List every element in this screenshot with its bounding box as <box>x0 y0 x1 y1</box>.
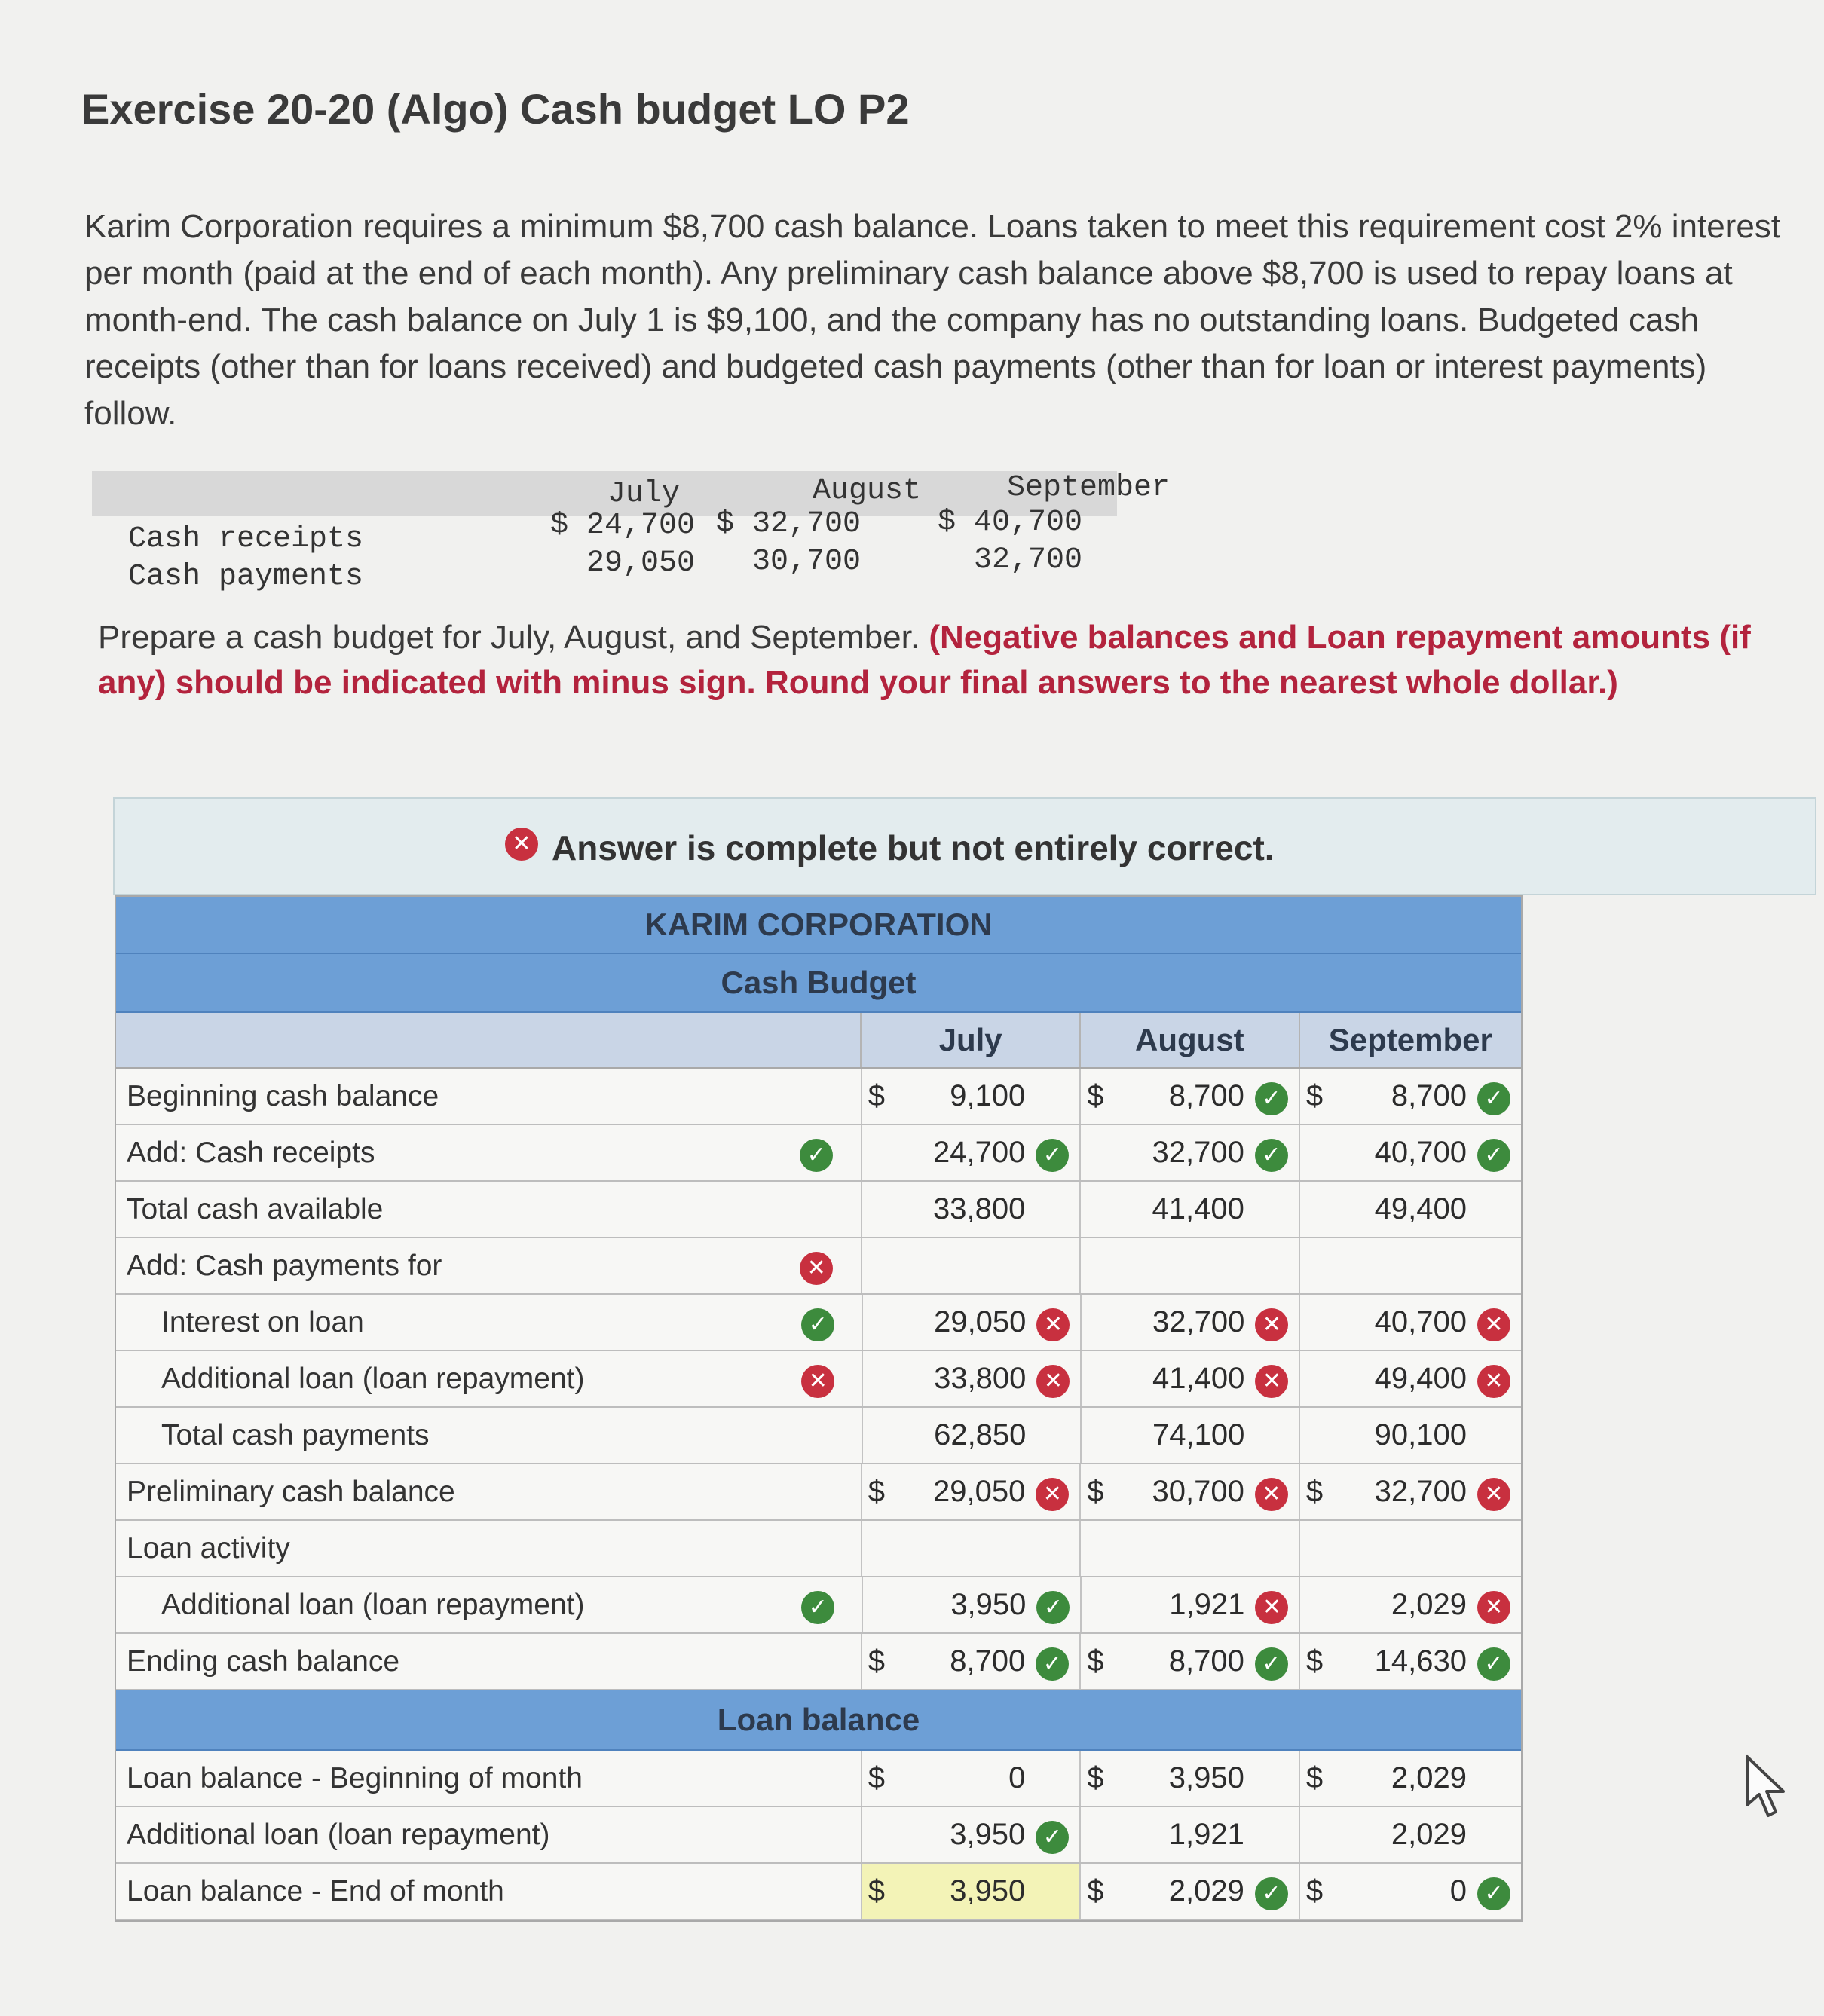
row-label: Loan balance - End of month <box>127 1875 504 1907</box>
amount-input[interactable] <box>862 1408 1080 1463</box>
amount-value: 90,100 <box>1374 1418 1467 1452</box>
amount-value: 49,400 <box>1374 1362 1467 1395</box>
x-circle-icon: ✕ <box>801 1365 834 1398</box>
amount-input[interactable] <box>861 1238 1080 1293</box>
amount-value: 2,029 <box>1391 1588 1467 1621</box>
check-circle-icon: ✓ <box>1036 1647 1069 1681</box>
row-label: Ending cash balance <box>127 1645 400 1678</box>
amount-value: 32,700 <box>1374 1475 1467 1508</box>
intro-text: Karim Corporation requires a minimum $8,700 cash balance. Loans taken to meet this requirement cost 2% interest per month (paid at the end of each month). Any preliminary cash balance above $8,700 is used to repay loans at month-end. The cash balance on July 1 is $9,100, and the company has no outstanding loans. Budgeted cash receipts (other than for loans received) and budgeted cash payments (other than for loan or interest payments) follow. <box>84 208 1781 432</box>
x-circle-icon: ✕ <box>505 828 538 861</box>
currency-symbol: $ <box>1305 1644 1324 1678</box>
check-circle-icon: ✓ <box>1477 1082 1510 1115</box>
row-label: Preliminary cash balance <box>127 1476 455 1508</box>
x-circle-icon: ✕ <box>1477 1365 1510 1398</box>
check-circle-icon: ✓ <box>1036 1139 1069 1172</box>
amount-value: 30,700 <box>1152 1475 1244 1508</box>
x-circle-icon: ✕ <box>1255 1591 1288 1624</box>
check-circle-icon: ✓ <box>801 1591 834 1624</box>
loan-rows <box>116 1751 1521 1920</box>
answer-banner <box>113 797 1816 895</box>
amount-input[interactable] <box>1079 1182 1299 1237</box>
currency-symbol: $ <box>1305 1475 1324 1508</box>
row-label-status <box>754 1751 861 1806</box>
row-label: Loan activity <box>127 1532 290 1565</box>
amount-value: 2,029 <box>1391 1818 1467 1851</box>
x-circle-icon: ✕ <box>1255 1478 1288 1511</box>
row-label-status <box>754 1238 861 1293</box>
amount-input[interactable] <box>861 1521 1080 1576</box>
row-label-status <box>754 1634 861 1689</box>
amount-value: 0 <box>1008 1761 1026 1794</box>
amount-input[interactable] <box>1299 1351 1521 1406</box>
row-label-status <box>756 1408 862 1463</box>
check-circle-icon: ✓ <box>1255 1139 1288 1172</box>
prepare-note: (Negative balances and Loan repayment amounts (if any) should be indicated with minus sign. Round your final answers to the nearest whole dollar.) <box>98 619 1751 701</box>
budget-rows <box>116 1069 1521 1690</box>
currency-symbol: $ <box>1087 1874 1104 1907</box>
given-data-table <box>92 471 1170 594</box>
row-label-status <box>754 1125 861 1180</box>
amount-value: 32,700 <box>1152 1136 1244 1169</box>
x-circle-icon: ✕ <box>1477 1591 1510 1624</box>
row-label: Interest on loan <box>161 1306 364 1338</box>
amount-input[interactable] <box>1080 1295 1299 1350</box>
amount-input[interactable] <box>1299 1577 1521 1632</box>
budget-title: Cash Budget <box>116 954 1521 1013</box>
amount-value: 40,700 <box>1374 1305 1467 1338</box>
amount-input[interactable] <box>1080 1351 1299 1406</box>
amount-input[interactable] <box>861 1807 1080 1862</box>
row-label: Loan balance - Beginning of month <box>127 1762 583 1794</box>
table-row <box>116 1464 1521 1521</box>
amount-value: 49,400 <box>1374 1192 1467 1225</box>
prepare-text: Prepare a cash budget for July, August, and September. <box>98 619 920 656</box>
currency-symbol: $ <box>1087 1475 1104 1508</box>
table-row <box>116 1634 1521 1690</box>
x-circle-icon: ✕ <box>1255 1308 1288 1341</box>
amount-value: 2,029 <box>1391 1761 1467 1794</box>
column-header-blank <box>116 1013 860 1067</box>
row-label-status <box>756 1295 862 1350</box>
table-row <box>116 1751 1521 1807</box>
row-label: Additional loan (loan repayment) <box>161 1363 585 1395</box>
amount-input[interactable] <box>1079 1521 1299 1576</box>
amount-value: 0 <box>1449 1874 1467 1907</box>
x-circle-icon: ✕ <box>800 1252 833 1285</box>
amount-value: 33,800 <box>932 1192 1026 1225</box>
table-row <box>116 1182 1521 1238</box>
amount-input[interactable] <box>1080 1577 1299 1632</box>
row-label-status <box>756 1351 862 1406</box>
table-row <box>116 1807 1521 1864</box>
currency-symbol: $ <box>1305 1874 1324 1907</box>
amount-value: 8,700 <box>950 1644 1026 1678</box>
x-circle-icon: ✕ <box>1255 1365 1288 1398</box>
amount-value: 41,400 <box>1152 1192 1244 1225</box>
check-circle-icon: ✓ <box>1477 1139 1510 1172</box>
amount-input[interactable] <box>1299 1069 1521 1124</box>
check-circle-icon: ✓ <box>1255 1082 1288 1115</box>
amount-value: 8,700 <box>1391 1079 1467 1112</box>
amount-value: 74,100 <box>1152 1418 1245 1452</box>
amount-input[interactable] <box>1299 1182 1521 1237</box>
currency-symbol: $ <box>868 1874 886 1907</box>
currency-symbol: $ <box>868 1475 886 1508</box>
amount-input[interactable] <box>861 1069 1080 1124</box>
amount-value: 1,921 <box>1168 1818 1244 1851</box>
amount-input[interactable] <box>1079 1864 1299 1919</box>
given-value: $ 24,700 <box>549 509 695 543</box>
amount-input[interactable] <box>1299 1807 1521 1862</box>
amount-value: 41,400 <box>1152 1362 1245 1395</box>
amount-input[interactable] <box>861 1751 1080 1806</box>
table-row <box>116 1069 1521 1125</box>
banner-message: Answer is complete but not entirely correct. <box>552 828 1275 867</box>
amount-input[interactable] <box>1299 1464 1521 1519</box>
amount-input[interactable] <box>1299 1864 1521 1919</box>
row-label: Total cash payments <box>161 1419 430 1452</box>
mouse-pointer-icon <box>1741 1752 1794 1820</box>
table-row <box>116 1295 1521 1351</box>
check-circle-icon: ✓ <box>801 1308 834 1341</box>
table-row <box>116 1125 1521 1182</box>
given-value: $ 32,700 <box>715 507 861 541</box>
amount-input[interactable] <box>861 1634 1080 1689</box>
currency-symbol: $ <box>1087 1761 1104 1794</box>
amount-input[interactable] <box>862 1351 1080 1406</box>
amount-input[interactable] <box>1079 1238 1299 1293</box>
amount-input[interactable] <box>1299 1238 1521 1293</box>
amount-value: 3,950 <box>950 1818 1026 1851</box>
amount-input[interactable] <box>1079 1125 1299 1180</box>
amount-input[interactable] <box>1299 1295 1521 1350</box>
amount-value: 32,700 <box>1152 1305 1245 1338</box>
currency-symbol: $ <box>868 1761 886 1794</box>
column-header-august: August <box>1079 1013 1299 1067</box>
amount-value: 33,800 <box>934 1362 1027 1395</box>
amount-input[interactable] <box>1079 1807 1299 1862</box>
amount-input[interactable] <box>1299 1521 1521 1576</box>
table-row <box>116 1521 1521 1577</box>
amount-value: 3,950 <box>950 1874 1026 1907</box>
amount-value: 8,700 <box>1168 1079 1244 1112</box>
amount-input[interactable] <box>862 1295 1080 1350</box>
amount-input[interactable] <box>1299 1751 1521 1806</box>
amount-value: 29,050 <box>934 1305 1027 1338</box>
amount-input[interactable] <box>1079 1464 1299 1519</box>
x-circle-icon: ✕ <box>1036 1478 1069 1511</box>
amount-value: 29,050 <box>932 1475 1026 1508</box>
exercise-title: Exercise 20-20 (Algo) Cash budget LO P2 <box>81 85 910 133</box>
table-row <box>116 1408 1521 1464</box>
x-circle-icon: ✕ <box>1036 1365 1070 1398</box>
amount-value: 3,950 <box>950 1588 1027 1621</box>
given-col-august: August <box>812 474 921 508</box>
row-label-status <box>756 1577 862 1632</box>
check-circle-icon: ✓ <box>1255 1647 1288 1681</box>
table-row <box>116 1864 1521 1920</box>
amount-value: 24,700 <box>932 1136 1026 1169</box>
x-circle-icon: ✕ <box>1036 1308 1070 1341</box>
check-circle-icon: ✓ <box>1036 1591 1070 1624</box>
amount-input[interactable] <box>861 1125 1080 1180</box>
given-value: 32,700 <box>973 543 1082 577</box>
currency-symbol: $ <box>1087 1079 1104 1112</box>
amount-value: 1,921 <box>1169 1588 1245 1621</box>
row-label: Add: Cash receipts <box>127 1136 375 1169</box>
company-name: KARIM CORPORATION <box>116 897 1521 954</box>
row-label-status <box>754 1807 861 1862</box>
currency-symbol: $ <box>1305 1761 1324 1794</box>
amount-input[interactable] <box>1299 1125 1521 1180</box>
loan-balance-title: Loan balance <box>116 1690 1521 1751</box>
amount-value: 3,950 <box>1168 1761 1244 1794</box>
prepare-instructions <box>98 615 1794 705</box>
table-row <box>116 1351 1521 1408</box>
row-label: Beginning cash balance <box>127 1080 439 1112</box>
row-label-status <box>754 1464 861 1519</box>
amount-value: 9,100 <box>950 1079 1026 1112</box>
check-circle-icon: ✓ <box>1036 1821 1069 1854</box>
currency-symbol: $ <box>868 1644 886 1678</box>
given-col-september: September <box>1006 471 1170 505</box>
column-header-july: July <box>860 1013 1079 1067</box>
row-label-status <box>754 1182 861 1237</box>
x-circle-icon: ✕ <box>1477 1308 1510 1341</box>
amount-value: 40,700 <box>1374 1136 1467 1169</box>
given-value: 30,700 <box>751 545 861 579</box>
given-value: 29,050 <box>586 546 695 580</box>
amount-input[interactable] <box>861 1464 1080 1519</box>
row-label: Total cash available <box>127 1193 384 1225</box>
table-row <box>116 1577 1521 1634</box>
amount-input[interactable] <box>1079 1634 1299 1689</box>
amount-input[interactable] <box>1299 1634 1521 1689</box>
amount-input[interactable] <box>861 1182 1080 1237</box>
currency-symbol: $ <box>1087 1644 1104 1678</box>
amount-value: 14,630 <box>1374 1644 1467 1678</box>
row-label: Additional loan (loan repayment) <box>161 1589 585 1621</box>
row-label-status <box>754 1864 861 1919</box>
check-circle-icon: ✓ <box>1477 1877 1510 1910</box>
banner-message-wrap <box>512 828 1275 868</box>
amount-value: 62,850 <box>934 1418 1027 1452</box>
row-label: Additional loan (loan repayment) <box>127 1819 550 1851</box>
row-label-status <box>754 1069 861 1124</box>
table-row <box>116 1238 1521 1295</box>
amount-input[interactable] <box>1299 1408 1521 1463</box>
amount-value: 2,029 <box>1168 1874 1244 1907</box>
x-circle-icon: ✕ <box>1477 1478 1510 1511</box>
given-row-label: Cash receipts <box>128 522 364 556</box>
check-circle-icon: ✓ <box>1255 1877 1288 1910</box>
currency-symbol: $ <box>1305 1079 1324 1112</box>
amount-input[interactable] <box>1079 1751 1299 1806</box>
column-header-september: September <box>1299 1013 1521 1067</box>
given-col-july: July <box>607 477 680 511</box>
given-row-payments <box>92 543 1117 594</box>
amount-input[interactable] <box>1080 1408 1299 1463</box>
amount-value: 8,700 <box>1168 1644 1244 1678</box>
check-circle-icon: ✓ <box>800 1139 833 1172</box>
column-header-row <box>116 1013 1521 1069</box>
row-label: Add: Cash payments for <box>127 1250 442 1282</box>
amount-input[interactable] <box>862 1577 1080 1632</box>
row-label-status <box>754 1521 861 1576</box>
given-row-label: Cash payments <box>128 560 364 594</box>
currency-symbol: $ <box>868 1079 886 1112</box>
amount-input[interactable] <box>1079 1069 1299 1124</box>
amount-input[interactable] <box>861 1864 1080 1919</box>
cash-budget-table <box>115 895 1523 1922</box>
check-circle-icon: ✓ <box>1477 1647 1510 1681</box>
given-value: $ 40,700 <box>937 506 1082 540</box>
